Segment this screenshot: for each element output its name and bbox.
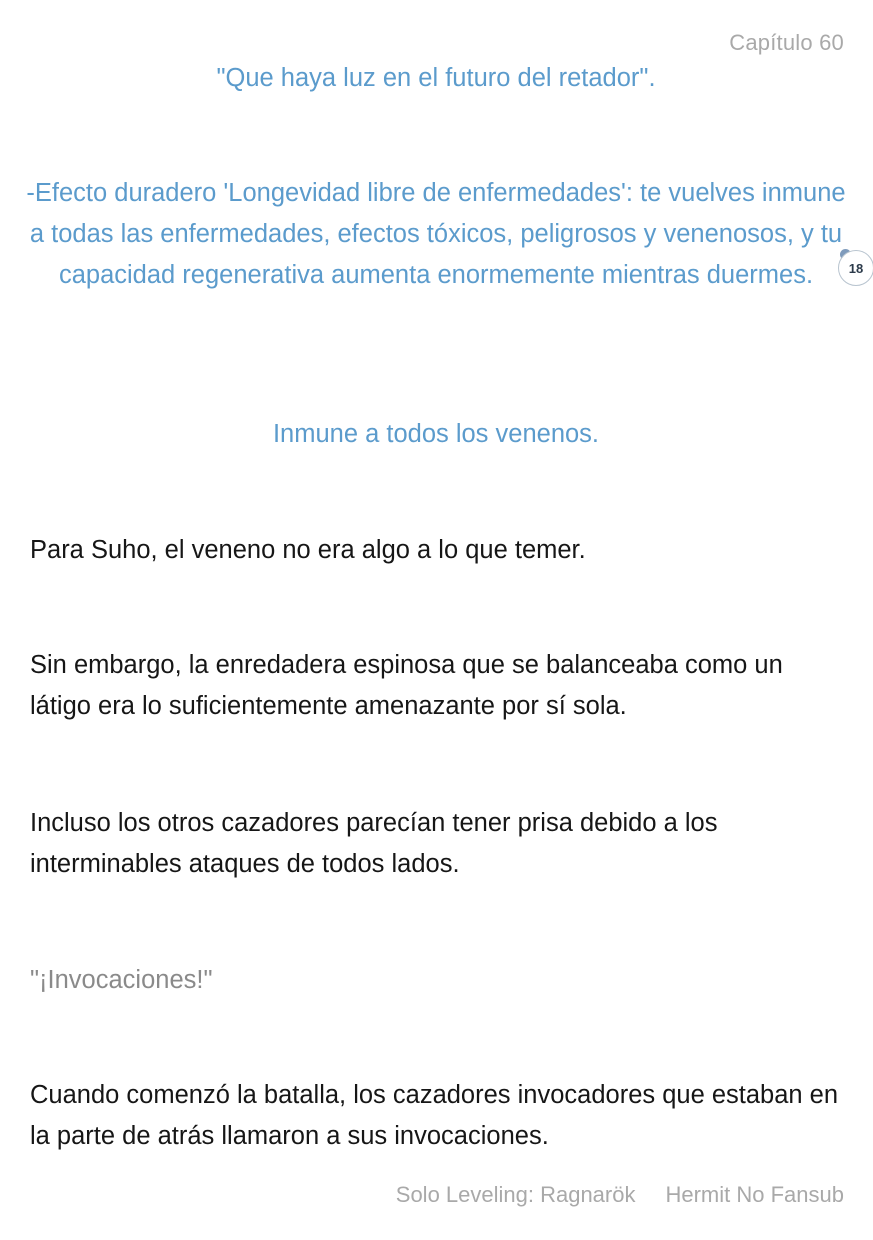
paragraph-1: Para Suho, el veneno no era algo a lo que temer.: [30, 536, 586, 564]
system-effect-description: -Efecto duradero 'Longevidad libre de enfermedades': te vuelves inmune a todas las enfermedades, efectos tóxicos, peligrosos y venenosos, y tu capacidad regenerativa aumenta enormemente mientras duermes.: [26, 179, 846, 289]
paragraph-5: Cuando comenzó la batalla, los cazadores invocadores que estaban en la parte de atrás llamaron a sus invocaciones.: [30, 1081, 839, 1150]
paragraph-3: Incluso los otros cazadores parecían tener prisa debido a los interminables ataques de todos lados.: [30, 809, 718, 878]
paragraph-4-shout: "¡Invocaciones!": [30, 966, 213, 994]
comment-count-badge[interactable]: 18: [838, 250, 873, 286]
footer-group-name: Hermit No Fansub: [665, 1182, 844, 1207]
system-quote: "Que haya luz en el futuro del retador".: [216, 64, 656, 92]
system-immune-message: Inmune a todos los venenos.: [272, 420, 600, 448]
footer: [396, 1182, 844, 1208]
footer-series-title: Solo Leveling: Ragnarök: [395, 1182, 636, 1207]
chapter-label: Capítulo 60: [729, 30, 844, 55]
paragraph-2: Sin embargo, la enredadera espinosa que se balanceaba como un látigo era lo suficientemente amenazante por sí sola.: [30, 651, 783, 720]
